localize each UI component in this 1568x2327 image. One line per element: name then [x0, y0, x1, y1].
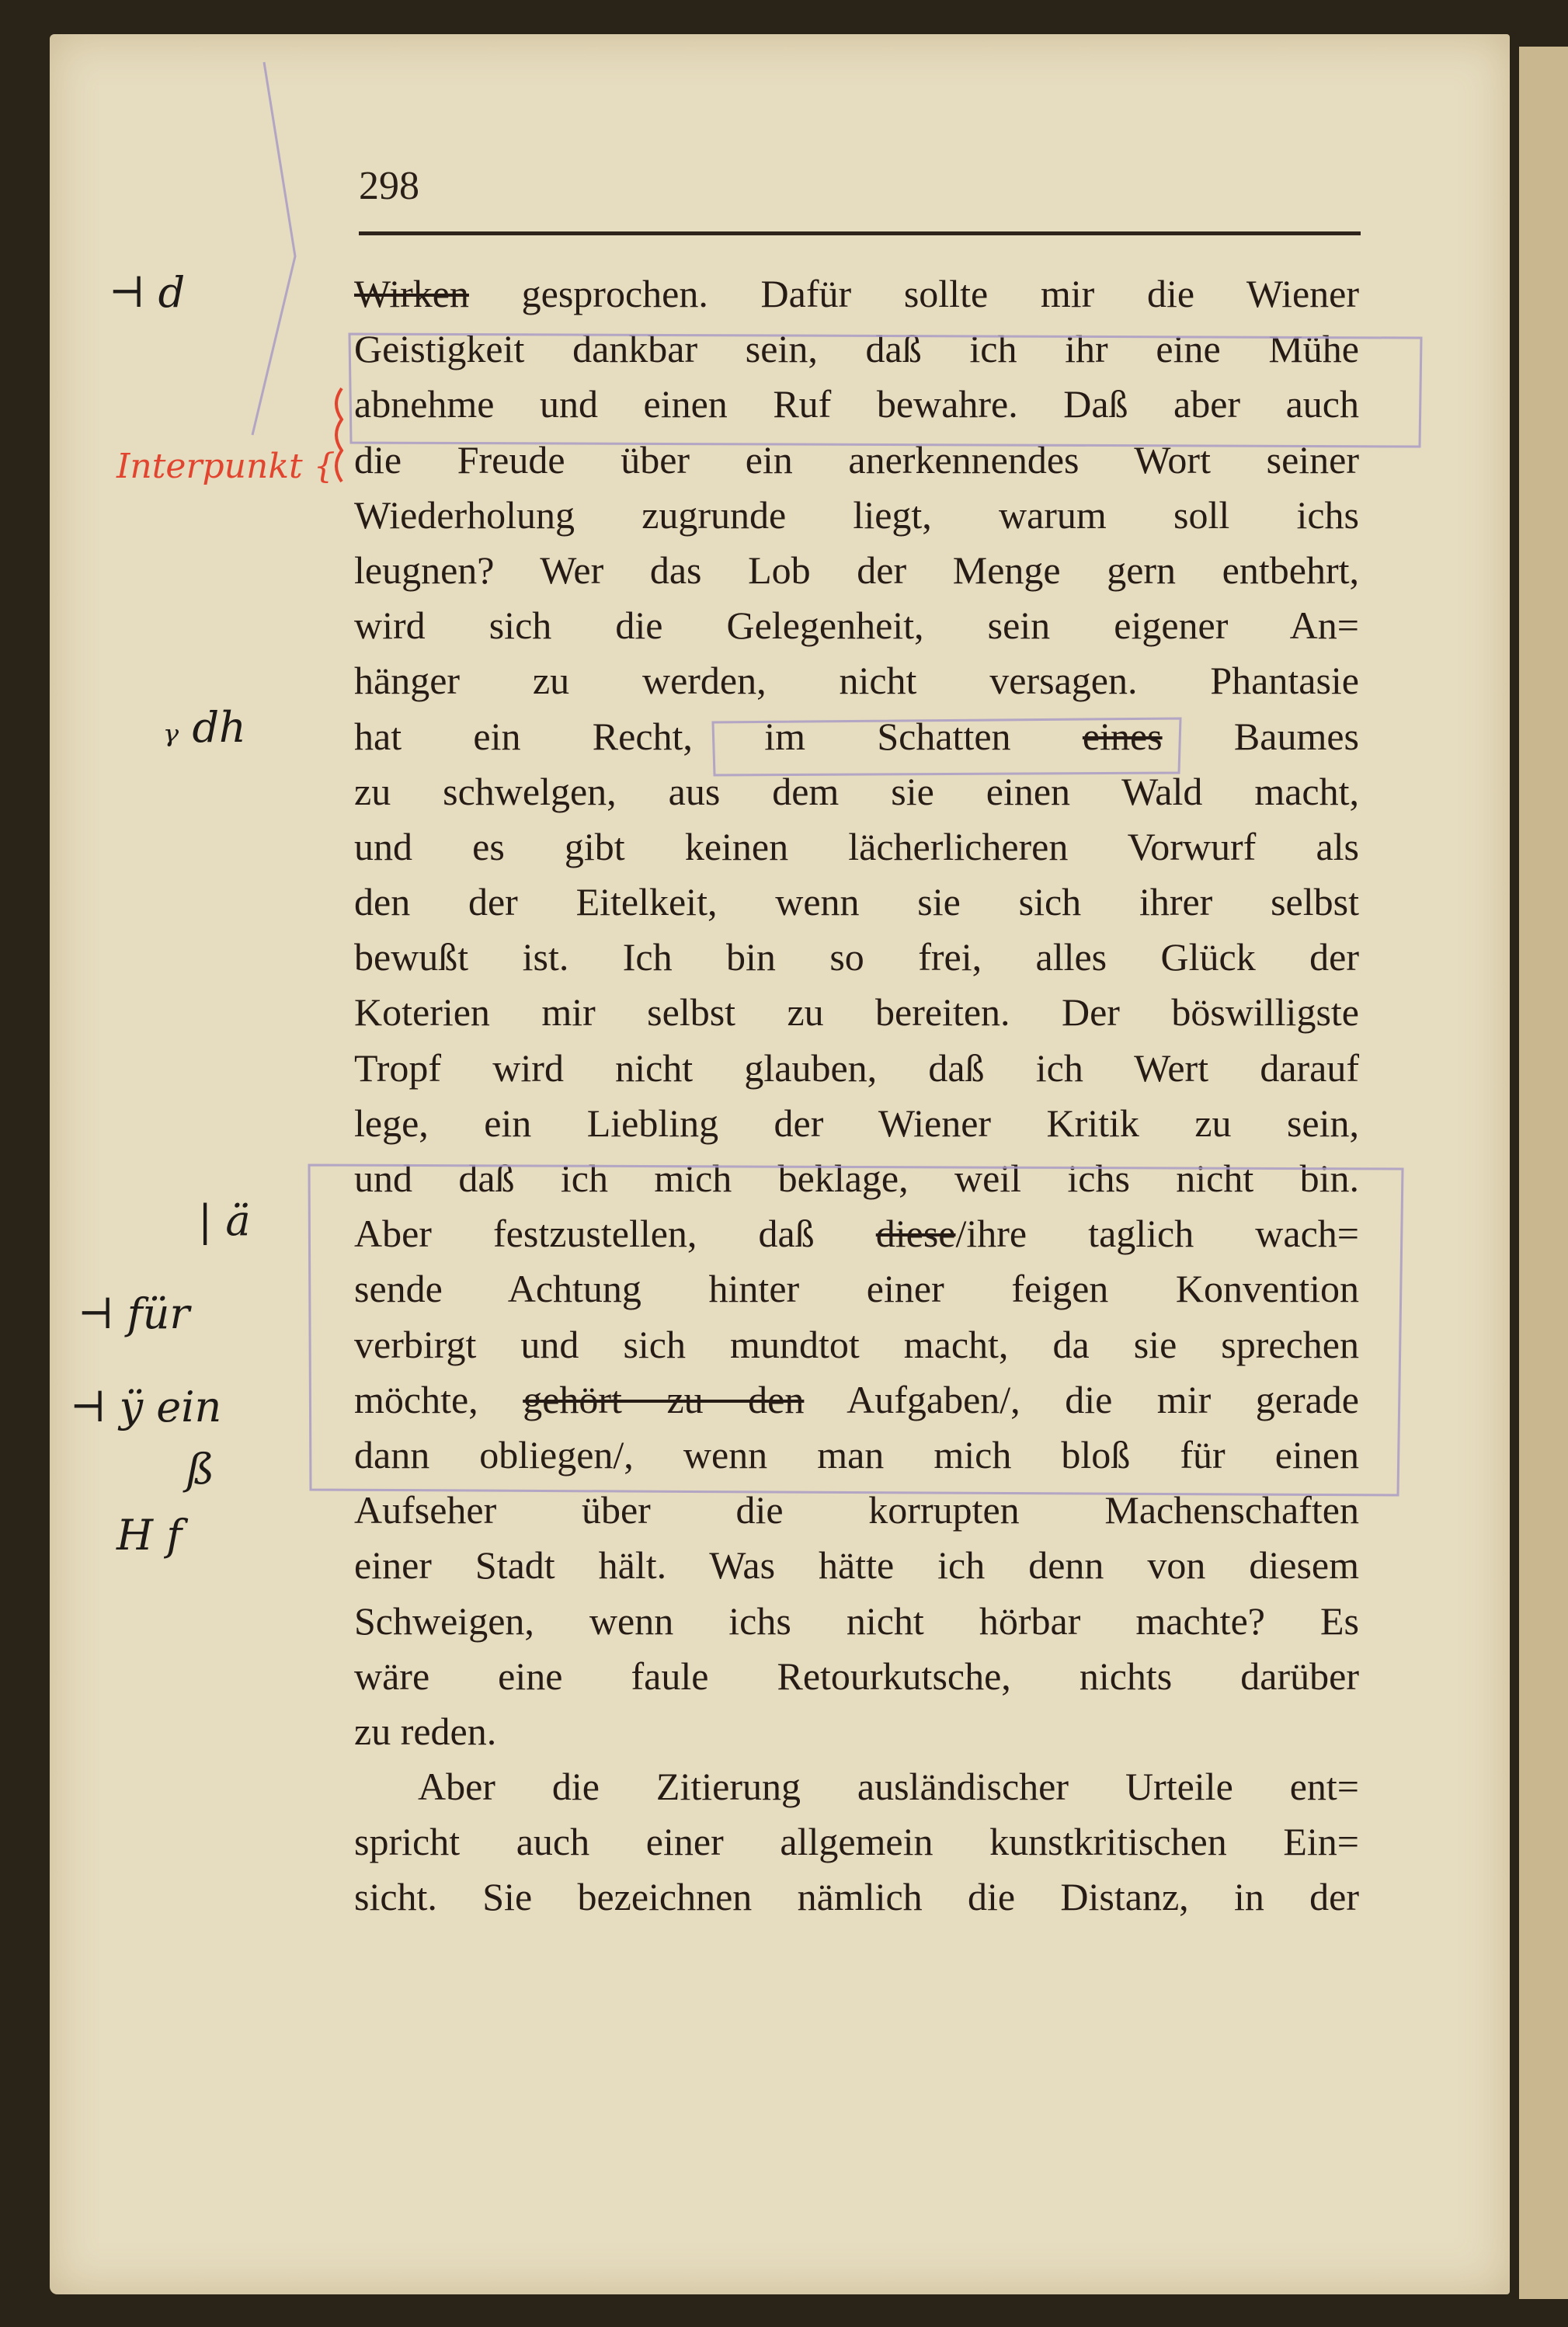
text-line: [354, 1649, 1359, 1704]
text-line: [354, 322, 1359, 377]
struck-text: eines: [1082, 714, 1163, 758]
text-segment: den der Eitelkeit, wenn sie sich ihrer selbst: [354, 880, 1359, 924]
text-line: [354, 1372, 1359, 1428]
text-line: [354, 709, 1359, 764]
text-line: [354, 1594, 1359, 1649]
body-text: [354, 266, 1359, 1925]
adjacent-page-edge: [1519, 47, 1568, 2299]
page-number: 298: [359, 164, 419, 208]
struck-text: diese: [875, 1212, 956, 1256]
text-line: [354, 1704, 1359, 1759]
text-segment: /ihre taglich wach=: [955, 1212, 1359, 1256]
text-segment: Aufseher über die korrupten Machenschaften: [354, 1488, 1359, 1532]
text-segment: einer Stadt hält. Was hätte ich denn von diesem: [354, 1543, 1359, 1588]
text-line: [354, 819, 1359, 875]
text-segment: wird sich die Gelegenheit, sein eigener An=: [354, 603, 1359, 648]
marginal-note: | ä: [198, 1196, 251, 1245]
text-segment: Wiederholung zugrunde liegt, warum soll ichs: [354, 492, 1359, 537]
text-segment: sicht. Sie bezeichnen nämlich die Distanz, in der: [354, 1875, 1359, 1919]
text-line: [354, 1814, 1359, 1870]
marginal-note: ᵧ dh: [163, 703, 246, 752]
marginal-note: ⊣ für: [78, 1289, 190, 1338]
text-line: [354, 875, 1359, 930]
text-segment: hänger zu werden, nicht versagen. Phantasie: [354, 659, 1359, 703]
text-line: [354, 1428, 1359, 1483]
struck-text: Wirken: [354, 272, 469, 315]
marginal-note: ⊣ ÿ ein: [70, 1383, 222, 1431]
text-segment: und daß ich mich beklage, weil ichs nicht bin.: [354, 1157, 1359, 1200]
text-line: [354, 1317, 1359, 1372]
marginal-note: ⊣ d: [109, 268, 186, 317]
text-line: [354, 266, 1359, 322]
text-segment: Aber festzustellen, daß: [354, 1212, 876, 1256]
text-segment: Geistigkeit dankbar sein, daß ich ihr eine Mühe: [354, 327, 1359, 371]
text-line: [354, 653, 1359, 708]
text-segment: hat ein Recht, im Schatten: [354, 714, 1083, 758]
text-line: [354, 1759, 1359, 1814]
marginal-note-red: Interpunkt {: [116, 447, 336, 486]
text-segment: und es gibt keinen lächerlicheren Vorwurf als: [354, 824, 1359, 868]
text-line: [354, 1041, 1359, 1096]
text-line: [354, 433, 1359, 488]
marginal-note: H f: [116, 1511, 183, 1560]
text-segment: möchte,: [354, 1377, 523, 1421]
text-segment: zu reden.: [354, 1709, 497, 1753]
text-line: [354, 543, 1359, 598]
text-line: [354, 930, 1359, 985]
marginal-note: ß: [186, 1445, 215, 1494]
struck-text: gehört zu den: [523, 1377, 805, 1421]
text-segment: Schweigen, wenn ichs nicht hörbar machte? Es: [354, 1598, 1359, 1643]
text-line: [354, 1870, 1359, 1925]
text-line: [354, 1261, 1359, 1317]
text-segment: lege, ein Liebling der Wiener Kritik zu sein,: [354, 1101, 1359, 1145]
text-segment: die Freude über ein anerkennendes Wort seiner: [354, 437, 1359, 482]
text-segment: bewußt ist. Ich bin so frei, alles Glück der: [354, 935, 1359, 979]
text-segment: Aber die Zitierung ausländischer Urteile ent=: [418, 1765, 1359, 1809]
text-line: [354, 985, 1359, 1040]
text-line: [354, 1206, 1359, 1261]
text-segment: abnehme und einen Ruf bewahre. Daß aber auch: [354, 382, 1359, 426]
text-segment: Tropf wird nicht glauben, daß ich Wert darauf: [354, 1045, 1359, 1090]
text-segment: Baumes: [1162, 714, 1359, 758]
text-line: [354, 1483, 1359, 1538]
text-segment: wäre eine faule Retourkutsche, nichts darüber: [354, 1654, 1359, 1698]
text-segment: dann obliegen/, wenn man mich bloß für einen: [354, 1432, 1359, 1477]
text-line: [354, 1096, 1359, 1151]
text-segment: sende Achtung hinter einer feigen Konvention: [354, 1267, 1359, 1311]
text-segment: gesprochen. Dafür sollte mir die Wiener: [468, 272, 1359, 315]
text-segment: Koterien mir selbst zu bereiten. Der böswilligste: [354, 990, 1359, 1035]
text-line: [354, 764, 1359, 819]
text-line: [354, 598, 1359, 653]
text-line: [354, 1151, 1359, 1206]
text-line: [354, 1538, 1359, 1593]
text-segment: spricht auch einer allgemein kunstkritischen Ein=: [354, 1820, 1359, 1864]
text-line: [354, 488, 1359, 543]
header-rule: [359, 231, 1361, 235]
text-line: [354, 377, 1359, 432]
text-segment: zu schwelgen, aus dem sie einen Wald macht,: [354, 769, 1359, 813]
text-segment: verbirgt und sich mundtot macht, da sie sprechen: [354, 1322, 1359, 1366]
text-segment: leugnen? Wer das Lob der Menge gern entbehrt,: [354, 548, 1359, 592]
text-segment: Aufgaben/, die mir gerade: [804, 1377, 1359, 1421]
